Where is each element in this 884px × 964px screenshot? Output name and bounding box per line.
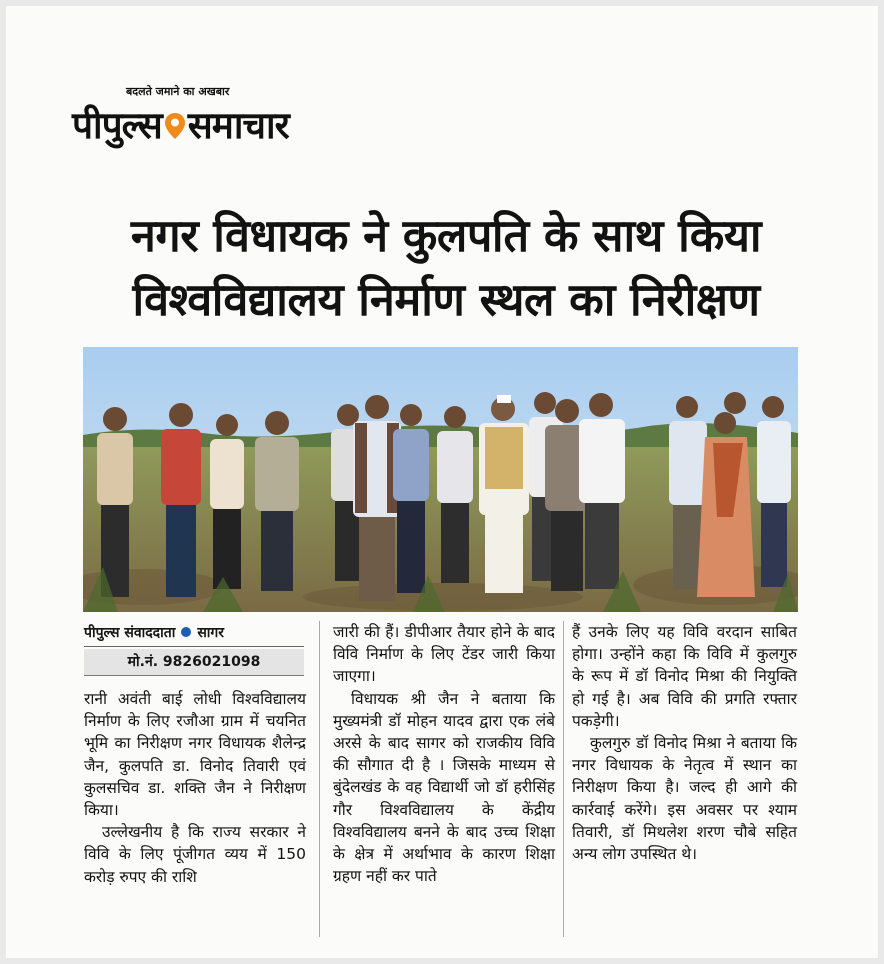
- location-pin-icon: [164, 112, 186, 140]
- masthead-tagline: बदलते जमाने का अखबार: [126, 85, 230, 98]
- col2-paragraph-2: विधायक श्री जैन ने बताया कि मुख्यमंत्री डॉ मोहन यादव द्वारा एक लंबे अरसे के बाद सागर को राजकीय विवि की सौगात दी है । जिसके माध्यम से बुंदेलखंड के वह विद्यार्थी जो डॉ हरीसिंह गौर विश्वविद्यालय के केंद्रीय विश्वविद्यालय बनने के बाद उच्च शिक्षा के क्षेत्र में अर्थाभाव के कारण शिक्षा ग्रहण नहीं कर पाते: [333, 689, 555, 886]
- reporter-name: पीपुल्स संवाददाता: [84, 624, 176, 641]
- dateline-city: सागर: [197, 624, 225, 641]
- col1-paragraph-2: उल्लेखनीय है कि राज्य सरकार ने विवि के लिए पूंजीगत व्यय में 150 करोड़ रुपए की राशि: [84, 823, 306, 886]
- headline-line-1: नगर विधायक ने कुलपति के साथ किया: [130, 209, 762, 262]
- contact-number: मो.नं. 9826021098: [84, 649, 304, 676]
- article-column-2: [333, 621, 555, 887]
- article-column-1: [84, 688, 306, 888]
- article-column-3: [572, 621, 797, 865]
- group-photo-illustration: [83, 347, 798, 612]
- news-photo: [83, 347, 798, 612]
- masthead: [72, 84, 402, 154]
- headline: [66, 204, 826, 332]
- logo-name-right: समाचार: [187, 104, 289, 147]
- newspaper-logo: [72, 98, 289, 149]
- col1-paragraph-1: रानी अवंती बाई लोधी विश्वविद्यालय निर्माण के लिए रजौआ ग्राम में चयनित भूमि का निरीक्षण नगर विधायक शैलेन्द्र जैन, कुलपति डा. विनोद तिवारी एवं कुलसचिव डा. शक्ति जैन ने निरीक्षण किया।: [84, 690, 306, 820]
- col2-paragraph-1: जारी की हैं। डीपीआर तैयार होने के बाद विवि निर्माण के लिए टेंडर जारी किया जाएगा।: [333, 623, 555, 686]
- col3-paragraph-1: हैं उनके लिए यह विवि वरदान साबित होगा। उन्होंने कहा कि विवि में कुलगुरु के रूप में डॉ विनोद मिश्रा की नियुक्ति हो गई है। अब विवि की प्रगति रफ्तार पकड़ेगी।: [572, 623, 797, 730]
- byline: [84, 618, 304, 647]
- logo-name-left: पीपुल्स: [72, 104, 162, 147]
- headline-line-2: विश्वविद्यालय निर्माण स्थल का निरीक्षण: [132, 273, 760, 326]
- column-divider: [319, 621, 320, 937]
- bullet-dot-icon: [181, 627, 191, 637]
- col3-paragraph-2: कुलगुरु डॉ विनोद मिश्रा ने बताया कि नगर विधायक के नेतृत्व में स्थान का निरीक्षण किया है। जल्द ही आगे की कार्रवाई करेंगे। इस अवसर पर श्याम तिवारी, डॉ मिथलेश शरण चौबे सहित अन्य लोग उपस्थित थे।: [572, 734, 797, 864]
- column-divider: [563, 621, 564, 937]
